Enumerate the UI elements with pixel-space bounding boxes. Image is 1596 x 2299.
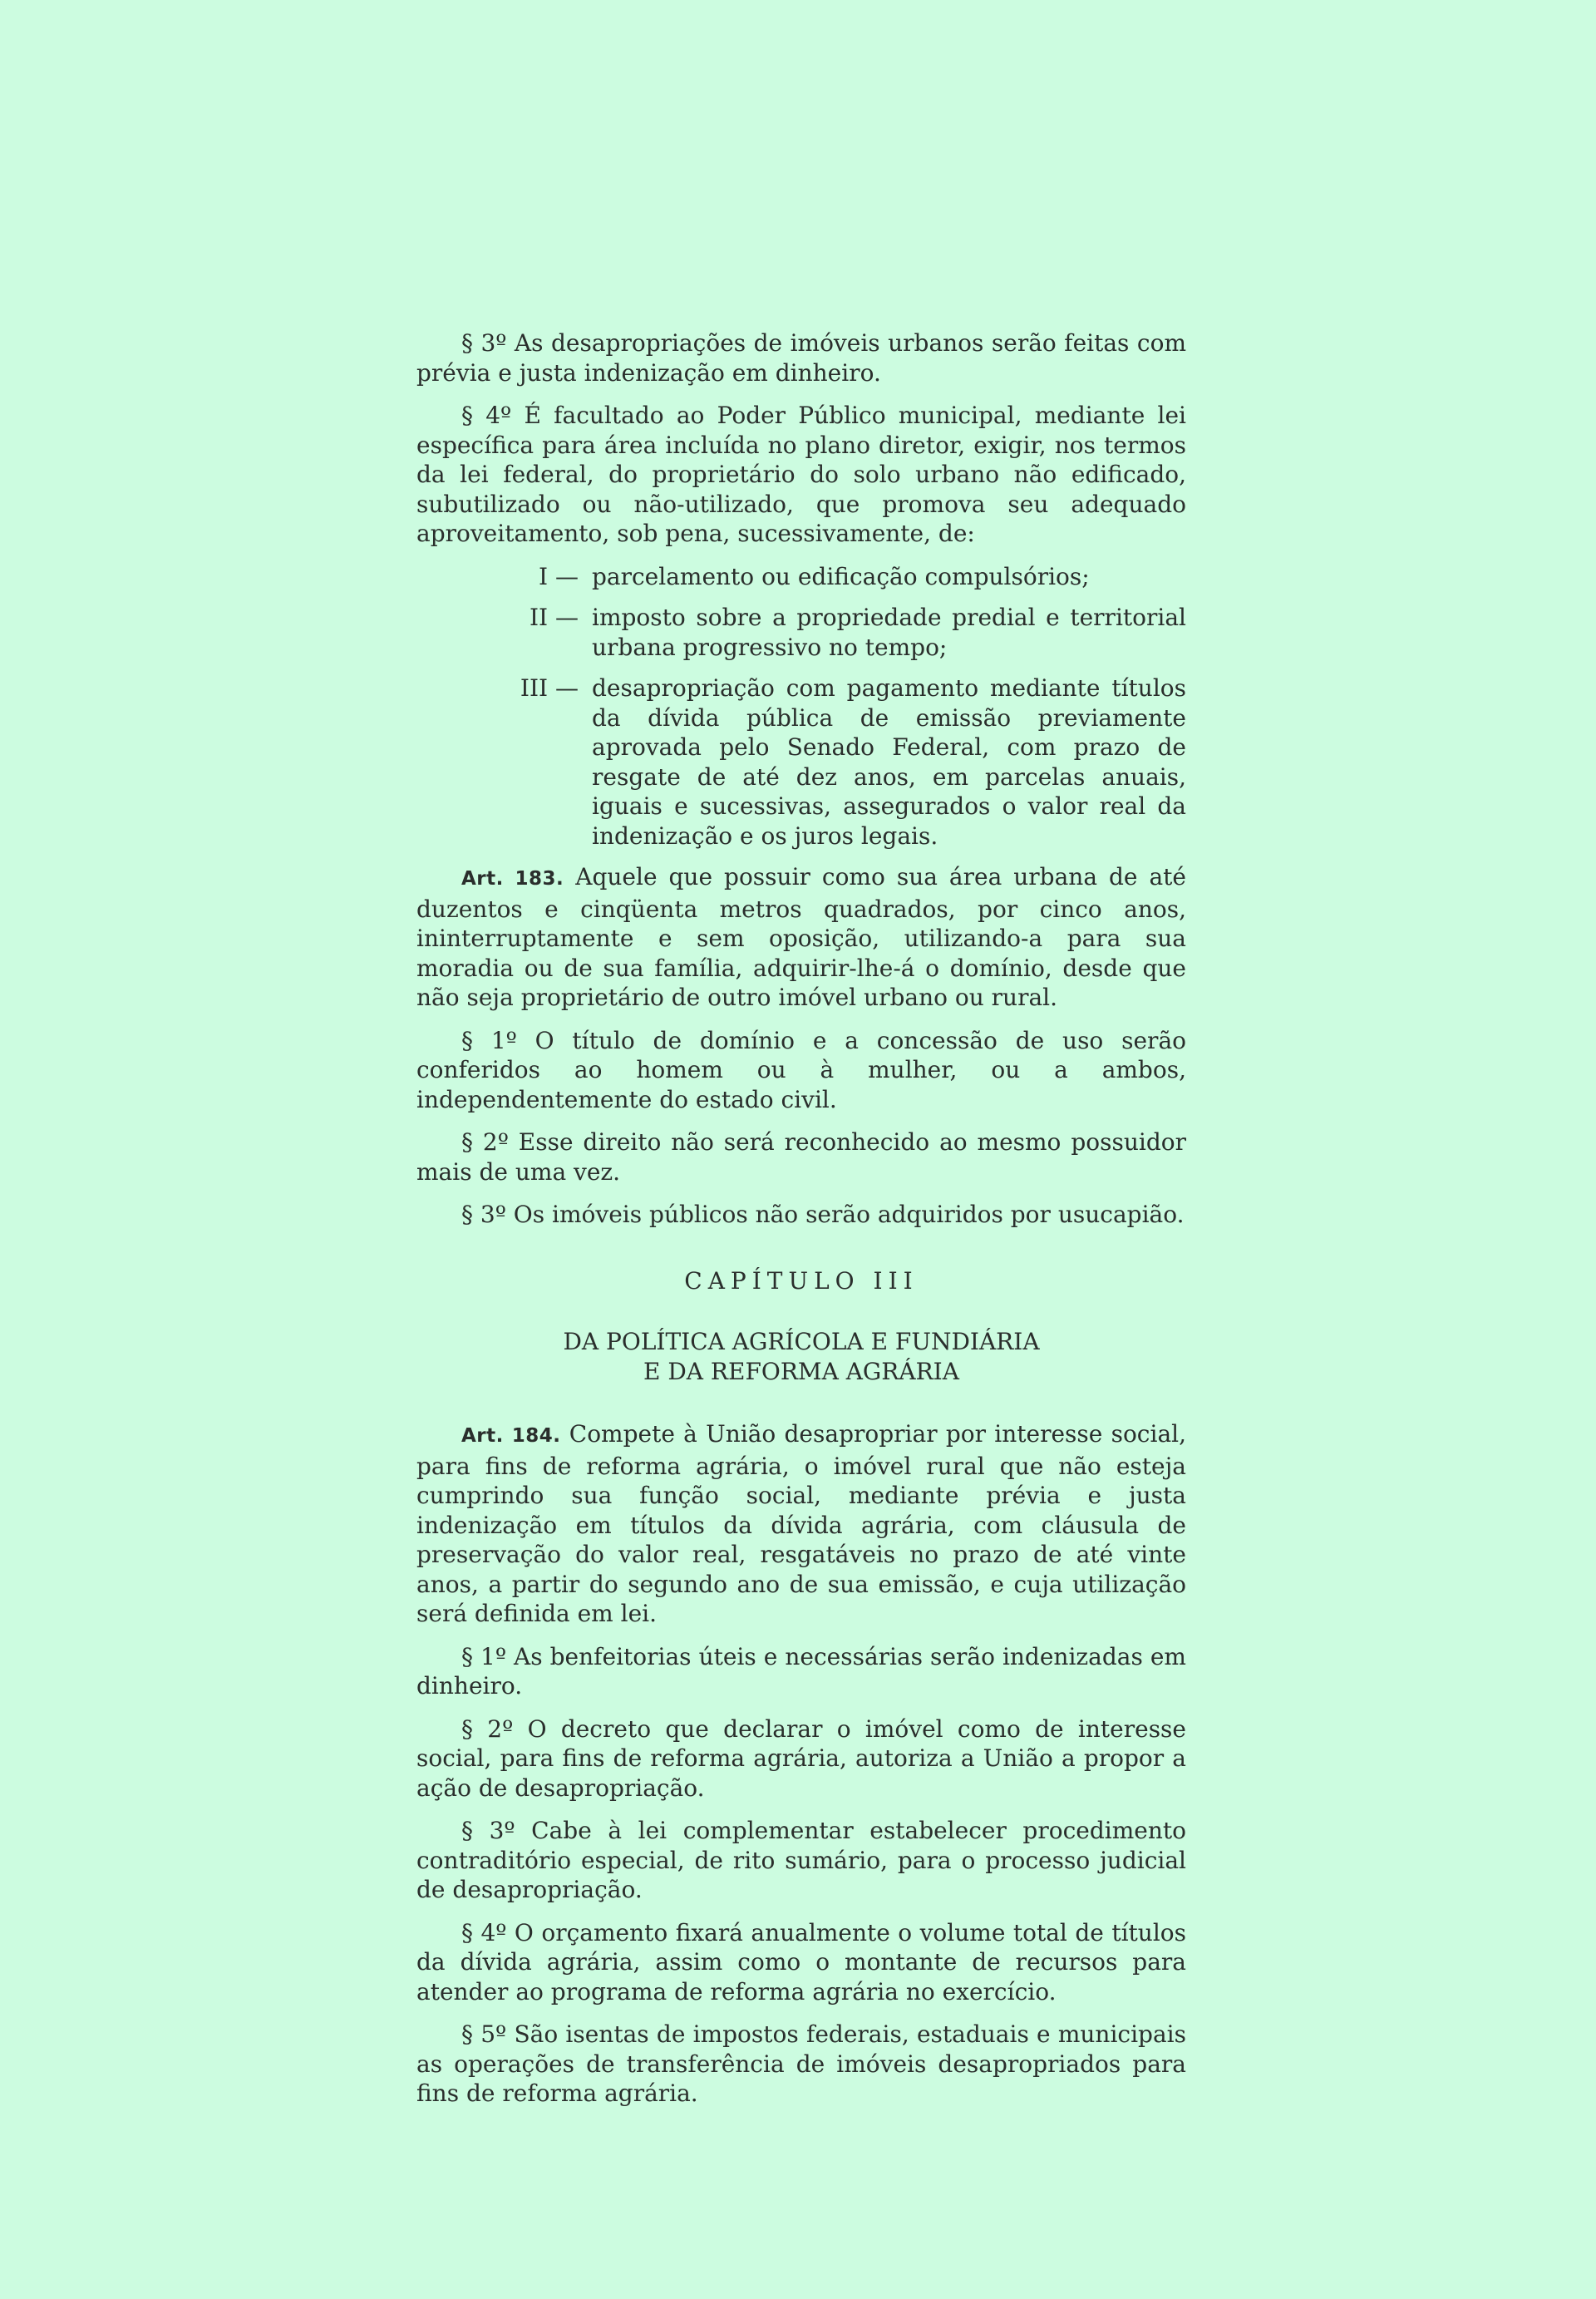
inciso-text: parcelamento ou edificação compulsórios;	[592, 562, 1090, 590]
article-184	[416, 1419, 1186, 1629]
article-184-paragraph-4: § 4º O orçamento fixará anualmente o volume total de títulos da dívida agrária, assim como o montante de recursos para atender ao programa de reforma agrária no exercício.	[416, 1918, 1186, 2005]
article-183	[416, 862, 1186, 1013]
paragraph-3: § 3º As desapropriações de imóveis urbanos serão feitas com prévia e justa indenização em dinheiro.	[416, 329, 1186, 387]
chapter-heading: CAPÍTULO III	[684, 1266, 919, 1295]
article-183-paragraph-3: § 3º Os imóveis públicos não serão adquiridos por usucapião.	[461, 1201, 1185, 1228]
inciso-number: II —	[529, 604, 579, 631]
text-column	[416, 328, 1186, 2112]
inciso-number: III —	[520, 674, 579, 702]
article-184-paragraph-1: § 1º As benfeitorias úteis e necessárias serão indenizadas em dinheiro.	[416, 1642, 1186, 1700]
paragraph-4: § 4º É facultado ao Poder Público municipal, mediante lei específica para área incluída no plano diretor, exigir, nos termos da lei federal, do proprietário do solo urbano não edificado, subutilizado ou não-utilizado, que promova seu adequado aproveitamento, sob pena, sucessivamente, de:	[416, 402, 1186, 547]
article-text: Aquele que possuir como sua área urbana de até duzentos e cinqüenta metros quadrados, por cinco anos, ininterruptamente e sem oposição, utilizando-a para sua moradia ou de sua família, adquirir-lhe-á o domínio, desde que não seja proprietário de outro imóvel urbano ou rural.	[416, 863, 1186, 1011]
inciso-number: I —	[539, 562, 579, 590]
inciso-text: imposto sobre a propriedade predial e territorial urbana progressivo no tempo;	[592, 604, 1186, 661]
article-183-paragraph-2: § 2º Esse direito não será reconhecido ao mesmo possuidor mais de uma vez.	[416, 1128, 1186, 1186]
chapter-title-line-2: E DA REFORMA AGRÁRIA	[643, 1357, 959, 1385]
article-184-paragraph-2: § 2º O decreto que declarar o imóvel como de interesse social, para fins de reforma agrária, autoriza a União a propor a ação de desapropriação.	[416, 1714, 1186, 1802]
article-text: Compete à União desapropriar por interesse social, para fins de reforma agrária, o imóvel rural que não esteja cumprindo sua função social, mediante prévia e justa indenização em títulos da dívida agrária, com cláusula de preservação do valor real, resgatáveis no prazo de até vinte anos, a partir do segundo ano de sua emissão, e cuja utilização será definida em lei.	[416, 1420, 1186, 1627]
inciso-ii	[416, 603, 1186, 662]
inciso-iii	[416, 673, 1186, 851]
inciso-i	[416, 562, 1186, 592]
article-label: Art. 184.	[461, 1425, 561, 1447]
article-183-paragraph-1: § 1º O título de domínio e a concessão de uso serão conferidos ao homem ou à mulher, ou a ambos, independentemente do estado civil.	[416, 1026, 1186, 1113]
chapter-title	[416, 1327, 1186, 1386]
chapter-title-line-1: DA POLÍTICA AGRÍCOLA E FUNDIÁRIA	[563, 1328, 1040, 1355]
article-label: Art. 183.	[461, 868, 564, 890]
article-184-paragraph-5: § 5º São isentas de impostos federais, estaduais e municipais as operações de transferência de imóveis desapropriados para fins de reforma agrária.	[416, 2020, 1186, 2107]
article-184-paragraph-3: § 3º Cabe à lei complementar estabelecer procedimento contraditório especial, de rito sumário, para o processo judicial de desapropriação.	[416, 1817, 1186, 1903]
inciso-text: desapropriação com pagamento mediante títulos da dívida pública de emissão previamente aprovada pelo Senado Federal, com prazo de resgate de até dez anos, em parcelas anuais, iguais e sucessivas, assegurados o valor real da indenização e os juros legais.	[592, 674, 1186, 850]
